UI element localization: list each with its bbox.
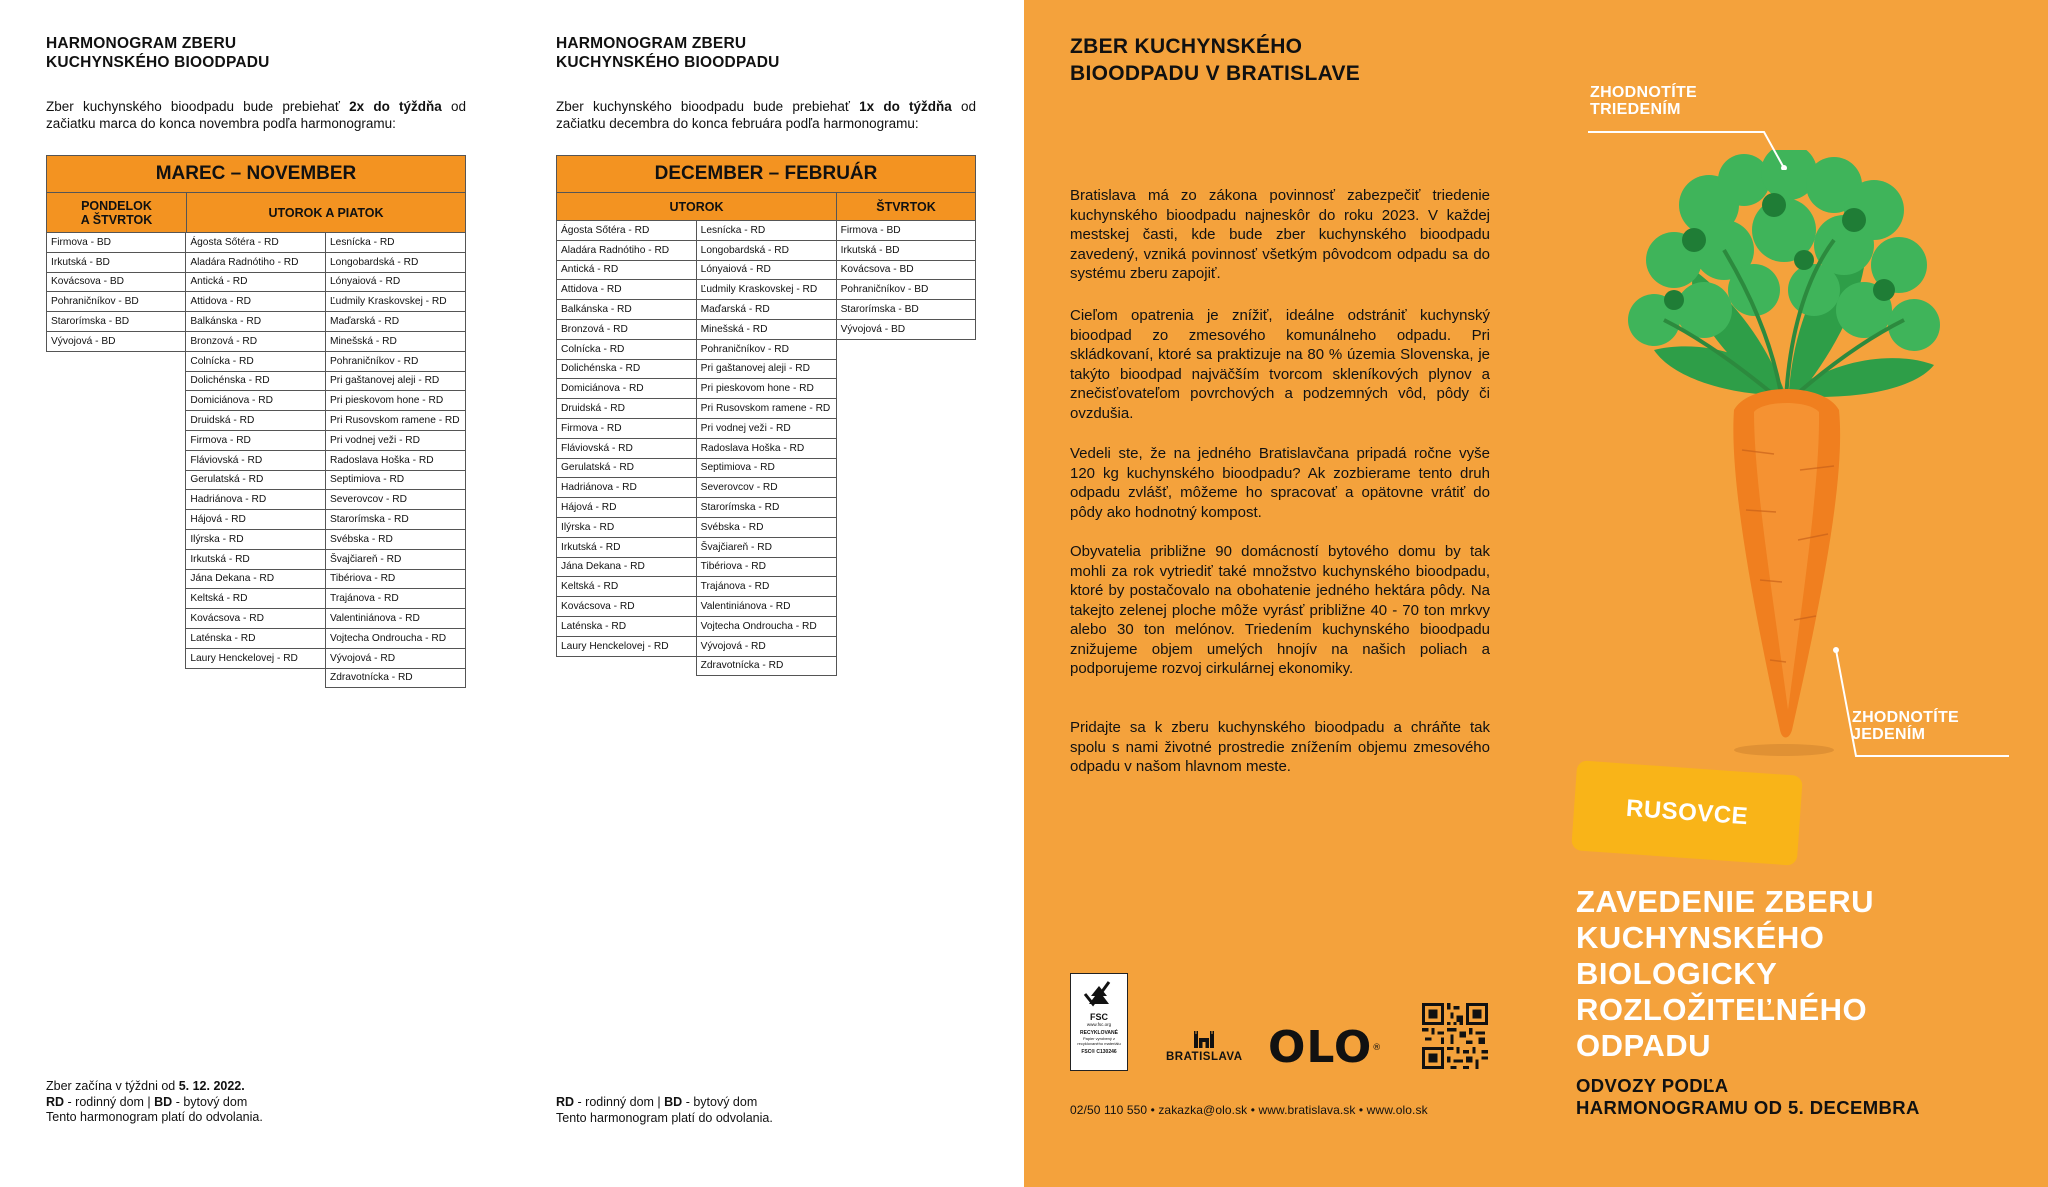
street-cell: Trajánova - RD <box>696 577 836 597</box>
table-row <box>557 399 976 419</box>
panel2-intro <box>556 98 976 132</box>
street-cell: Aladára Radnótiho - RD <box>557 240 697 260</box>
street-cell: Laténska - RD <box>557 616 697 636</box>
street-cell: Irkutská - RD <box>557 537 697 557</box>
fsc-logo <box>1070 973 1128 1071</box>
street-cell: Severovcov - RD <box>696 478 836 498</box>
validity-note: Tento harmonogram platí do odvolania. <box>556 1110 773 1125</box>
empty-cell <box>186 668 326 688</box>
street-cell: Laténska - RD <box>186 628 326 648</box>
table-row <box>557 597 976 617</box>
district-name: RUSOVCE <box>1625 794 1749 831</box>
street-cell: Starorímska - BD <box>47 312 186 332</box>
panel2-footer <box>556 1095 773 1126</box>
schedule-panel-march-november <box>0 0 510 1187</box>
empty-cell <box>47 609 186 629</box>
street-cell: Vývojová - RD <box>696 636 836 656</box>
empty-cell <box>836 636 975 656</box>
table-row <box>47 510 466 530</box>
street-cell: Hájová - RD <box>557 498 697 518</box>
street-cell: Colnícka - RD <box>557 339 697 359</box>
table-row <box>47 391 466 411</box>
table-row <box>557 577 976 597</box>
empty-cell <box>836 478 975 498</box>
table-row <box>47 569 466 589</box>
street-cell: Starorímska - RD <box>326 510 466 530</box>
street-cell: Pri vodnej veži - RD <box>326 430 466 450</box>
olo-registered: ® <box>1372 1043 1383 1053</box>
street-cell: Švajčiareň - RD <box>326 549 466 569</box>
table-row <box>47 648 466 668</box>
col-header-tuesday: UTOROK <box>556 192 837 221</box>
info-panel-orange <box>1024 0 2048 1187</box>
street-cell: Severovcov - RD <box>326 490 466 510</box>
street-cell: Minešská - RD <box>696 319 836 339</box>
street-cell: Laury Henckelovej - RD <box>186 648 326 668</box>
street-cell: Tibériova - RD <box>696 557 836 577</box>
street-cell: Domiciánova - RD <box>186 391 326 411</box>
district-tag <box>1571 760 1803 866</box>
street-cell: Valentiniánova - RD <box>696 597 836 617</box>
table-row <box>557 537 976 557</box>
paragraph-join: Pridajte sa k zberu kuchynského bioodpadu a chráňte tak spolu s nami životné prostredie znížením objemu zmesového odpadu v našom hlavnom meste. <box>1070 719 1490 775</box>
legend-bd: BD <box>154 1094 173 1109</box>
schedule-table-march-november <box>46 232 466 688</box>
street-cell: Pohraničníkov - RD <box>326 351 466 371</box>
legend-bd: BD <box>664 1095 683 1109</box>
legend-rd-text: - rodinný dom | <box>64 1094 155 1109</box>
street-cell: Valentiniánova - RD <box>326 609 466 629</box>
empty-cell <box>836 458 975 478</box>
table-row <box>47 272 466 292</box>
empty-cell <box>836 498 975 518</box>
legend-rd: RD <box>556 1095 575 1109</box>
street-cell: Jána Dekana - RD <box>186 569 326 589</box>
street-cell: Firmova - BD <box>47 233 186 253</box>
empty-cell <box>836 438 975 458</box>
empty-cell <box>47 351 186 371</box>
start-notice <box>46 1079 263 1095</box>
street-cell: Vývojová - BD <box>836 319 975 339</box>
table-row <box>557 379 976 399</box>
street-cell: Dolichénska - RD <box>557 359 697 379</box>
qr-code-icon <box>1422 1003 1488 1069</box>
street-cell: Lesnícka - RD <box>326 233 466 253</box>
street-cell: Fláviovská - RD <box>186 450 326 470</box>
street-cell: Antická - RD <box>557 260 697 280</box>
sub-headline: ODVOZY PODĽA HARMONOGRAMU OD 5. DECEMBRA <box>1576 1075 1920 1118</box>
empty-cell <box>47 529 186 549</box>
street-cell: Bronzová - RD <box>186 331 326 351</box>
empty-cell <box>47 371 186 391</box>
street-cell: Firmova - BD <box>836 221 975 241</box>
empty-cell <box>47 490 186 510</box>
street-cell: Balkánska - RD <box>186 312 326 332</box>
fsc-recycled: RECYKLOVANÉ <box>1080 1030 1118 1036</box>
empty-cell <box>47 510 186 530</box>
callout-top: ZHODNOTÍTE TRIEDENÍM <box>1590 84 1697 118</box>
table-row <box>47 292 466 312</box>
street-cell: Pohraničníkov - BD <box>836 280 975 300</box>
legend-bd-text: - bytový dom <box>682 1095 758 1109</box>
street-cell: Trajánova - RD <box>326 589 466 609</box>
street-cell: Ágosta Sőtéra - RD <box>186 233 326 253</box>
castle-icon <box>1193 1030 1215 1048</box>
street-cell: Radoslava Hoška - RD <box>696 438 836 458</box>
street-cell: Pohraničníkov - RD <box>696 339 836 359</box>
legend-bd-text: - bytový dom <box>172 1094 248 1109</box>
empty-cell <box>836 399 975 419</box>
street-cell: Laury Henckelovej - RD <box>557 636 697 656</box>
table-row <box>557 478 976 498</box>
empty-cell <box>47 668 186 688</box>
empty-cell <box>836 597 975 617</box>
table-row <box>47 609 466 629</box>
street-cell: Druidská - RD <box>557 399 697 419</box>
street-cell: Tibériova - RD <box>326 569 466 589</box>
empty-cell <box>836 339 975 359</box>
legend-line <box>46 1095 263 1111</box>
empty-cell <box>836 359 975 379</box>
panel2-heading: HARMONOGRAM ZBERU KUCHYNSKÉHO BIOODPADU <box>556 35 780 71</box>
street-cell: Gerulatská - RD <box>186 470 326 490</box>
empty-cell <box>47 628 186 648</box>
street-cell: Domiciánova - RD <box>557 379 697 399</box>
panel1-intro <box>46 98 466 132</box>
paragraph-legal-duty: Bratislava má zo zákona povinnosť zabezpečiť triedenie kuchynského bioodpadu najneskôr do roku 2023. V každej mestskej časti, kde bude zber kuchynského bioodpadu zavedený, vzniká povinnosť všetkým pôvodcom odpadu sa do systému zberu zapojiť. <box>1070 187 1490 282</box>
col-header-thursday: ŠTVRTOK <box>836 192 976 221</box>
paragraph-goal: Cieľom opatrenia je znížiť, ideálne odstrániť kuchynský bioodpad zo zmesového komunálneho odpadu. Pri skládkovaní, ktoré sa praktizuje na 80 % územia Slovenska, je takýto bioodpad najväčším tvorcom skleníkových plynov a znečisťovateľom povrchových a podzemných vôd, pôdy či ovzdušia. <box>1070 307 1490 422</box>
empty-cell <box>47 430 186 450</box>
schedule-table-december-february <box>556 220 976 676</box>
street-cell: Kovácsova - RD <box>186 609 326 629</box>
empty-cell <box>836 379 975 399</box>
empty-cell <box>47 411 186 431</box>
street-cell: Firmova - RD <box>186 430 326 450</box>
table-row <box>557 498 976 518</box>
table-row <box>557 221 976 241</box>
street-cell: Kovácsova - RD <box>557 597 697 617</box>
empty-cell <box>47 450 186 470</box>
table-row <box>47 628 466 648</box>
table-row <box>557 636 976 656</box>
table-row <box>47 529 466 549</box>
col-header-monday-thursday: PONDELOK A ŠTVRTOK <box>46 192 187 233</box>
info-title: ZBER KUCHYNSKÉHO BIOODPADU V BRATISLAVE <box>1070 35 1361 85</box>
street-cell: Zdravotnícka - RD <box>696 656 836 676</box>
table-row <box>557 418 976 438</box>
street-cell: Maďarská - RD <box>326 312 466 332</box>
street-cell: Vojtecha Ondroucha - RD <box>696 616 836 636</box>
street-cell: Ľudmily Kraskovskej - RD <box>696 280 836 300</box>
table-row <box>557 656 976 676</box>
street-cell: Bronzová - RD <box>557 319 697 339</box>
street-cell: Pohraničníkov - BD <box>47 292 186 312</box>
bratislava-logo <box>1166 1030 1243 1063</box>
empty-cell <box>47 391 186 411</box>
table-row <box>47 470 466 490</box>
table-row <box>47 549 466 569</box>
street-cell: Gerulatská - RD <box>557 458 697 478</box>
empty-cell <box>47 569 186 589</box>
street-cell: Minešská - RD <box>326 331 466 351</box>
table-row <box>47 411 466 431</box>
table-row <box>557 319 976 339</box>
street-cell: Maďarská - RD <box>696 300 836 320</box>
table-row <box>47 490 466 510</box>
paragraph-did-you-know: Vedeli ste, že na jedného Bratislavčana pripadá ročne vyše 120 kg kuchynského bioodpadu? Ak zozbierame tento druh odpadu zvlášť, môžeme ho spracovať a opätovne vrátiť do pôdy ako hodnotný kompost. <box>1070 445 1490 521</box>
street-cell: Septimiova - RD <box>696 458 836 478</box>
table-row <box>557 339 976 359</box>
intro-frequency: 1x do týždňa <box>859 99 952 114</box>
street-cell: Ágosta Sőtéra - RD <box>557 221 697 241</box>
table-title-december-february: DECEMBER – FEBRUÁR <box>556 155 976 193</box>
bratislava-wordmark: BRATISLAVA <box>1166 1051 1243 1063</box>
street-cell: Pri vodnej veži - RD <box>696 418 836 438</box>
street-cell: Ilýrska - RD <box>557 517 697 537</box>
table-row <box>47 351 466 371</box>
table-row <box>47 331 466 351</box>
olo-logo <box>1268 1022 1383 1073</box>
table-row <box>47 312 466 332</box>
street-cell: Starorímska - BD <box>836 300 975 320</box>
street-cell: Septimiova - RD <box>326 470 466 490</box>
callout-line-top-icon <box>1584 120 1884 170</box>
start-text: Zber začína v týždni od <box>46 1079 179 1093</box>
empty-cell <box>836 656 975 676</box>
table-row <box>557 260 976 280</box>
street-cell: Vývojová - RD <box>326 648 466 668</box>
panel1-footer <box>46 1079 263 1126</box>
street-cell: Hadriánova - RD <box>186 490 326 510</box>
street-cell: Lesnícka - RD <box>696 221 836 241</box>
street-cell: Irkutská - BD <box>836 240 975 260</box>
street-cell: Attidova - RD <box>186 292 326 312</box>
table-row <box>557 616 976 636</box>
street-cell: Hájová - RD <box>186 510 326 530</box>
table-row <box>47 430 466 450</box>
start-date: 5. 12. 2022. <box>178 1079 245 1093</box>
street-cell: Lónyaiová - RD <box>696 260 836 280</box>
street-cell: Pri pieskovom hone - RD <box>326 391 466 411</box>
panel1-heading: HARMONOGRAM ZBERU KUCHYNSKÉHO BIOODPADU <box>46 35 270 71</box>
street-cell: Pri pieskovom hone - RD <box>696 379 836 399</box>
street-cell: Firmova - RD <box>557 418 697 438</box>
street-cell: Attidova - RD <box>557 280 697 300</box>
empty-cell <box>836 418 975 438</box>
table-title-march-november: MAREC – NOVEMBER <box>46 155 466 193</box>
street-cell: Kovácsova - BD <box>836 260 975 280</box>
empty-cell <box>836 616 975 636</box>
table-row <box>557 240 976 260</box>
street-cell: Fláviovská - RD <box>557 438 697 458</box>
street-cell: Colnícka - RD <box>186 351 326 371</box>
street-cell: Balkánska - RD <box>557 300 697 320</box>
table-row <box>557 300 976 320</box>
intro-text-pre: Zber kuchynského bioodpadu bude prebiehať <box>556 99 860 114</box>
street-cell: Vojtecha Ondroucha - RD <box>326 628 466 648</box>
street-cell: Jána Dekana - RD <box>557 557 697 577</box>
street-cell: Svébska - RD <box>326 529 466 549</box>
street-cell: Keltská - RD <box>557 577 697 597</box>
fsc-url: www.fsc.org <box>1086 1022 1112 1027</box>
table-row <box>557 280 976 300</box>
table-row <box>47 450 466 470</box>
street-cell: Longobardská - RD <box>326 252 466 272</box>
table-row <box>47 371 466 391</box>
street-cell: Pri Rusovskom ramene - RD <box>696 399 836 419</box>
callout-bottom: ZHODNOTÍTE JEDENÍM <box>1852 709 1959 743</box>
street-cell: Pri gaštanovej aleji - RD <box>326 371 466 391</box>
intro-text-post: od začiatku decembra do konca februára podľa harmonogramu: <box>556 99 976 131</box>
street-cell: Dolichénska - RD <box>186 371 326 391</box>
street-cell: Švajčiareň - RD <box>696 537 836 557</box>
empty-cell <box>47 648 186 668</box>
street-cell: Svébska - RD <box>696 517 836 537</box>
table-row <box>47 252 466 272</box>
fsc-code: FSC® C130246 <box>1081 1049 1117 1055</box>
fsc-desc: Papier vyrobený z recyklovaného materiálu <box>1077 1036 1121 1046</box>
empty-cell <box>836 557 975 577</box>
olo-wordmark: OLO <box>1268 1022 1373 1073</box>
col-header-tuesday-friday: UTOROK A PIATOK <box>186 192 466 233</box>
validity-note: Tento harmonogram platí do odvolania. <box>46 1110 263 1124</box>
legend-rd: RD <box>46 1094 65 1109</box>
table-row <box>557 359 976 379</box>
street-cell: Kovácsova - BD <box>47 272 186 292</box>
main-headline: ZAVEDENIE ZBERU KUCHYNSKÉHO BIOLOGICKY ROZLOŽITEĽNÉHO ODPADU <box>1576 884 1875 1063</box>
empty-cell <box>47 470 186 490</box>
empty-cell <box>47 589 186 609</box>
table-row <box>557 458 976 478</box>
street-cell: Ilýrska - RD <box>186 529 326 549</box>
street-cell: Zdravotnícka - RD <box>326 668 466 688</box>
intro-frequency: 2x do týždňa <box>349 99 442 114</box>
contact-line: 02/50 110 550 • zakazka@olo.sk • www.bratislava.sk • www.olo.sk <box>1070 1103 1428 1117</box>
table-row <box>47 668 466 688</box>
street-cell: Aladára Radnótiho - RD <box>186 252 326 272</box>
empty-cell <box>836 517 975 537</box>
street-cell: Pri Rusovskom ramene - RD <box>326 411 466 431</box>
table-row <box>557 557 976 577</box>
street-cell: Irkutská - BD <box>47 252 186 272</box>
street-cell: Vývojová - BD <box>47 331 186 351</box>
street-cell: Lónyaiová - RD <box>326 272 466 292</box>
street-cell: Longobardská - RD <box>696 240 836 260</box>
street-cell: Keltská - RD <box>186 589 326 609</box>
fsc-label: FSC <box>1090 1012 1108 1022</box>
legend-line <box>556 1095 773 1111</box>
table-row <box>47 589 466 609</box>
paragraph-households: Obyvatelia približne 90 domácností bytového domu by tak mohli za rok vytriediť také množstvo kuchynského bioodpadu, ktoré by postačovalo na obohatenie jedného hektára pôdy. Na takejto zelenej ploche môže vyrásť približne 40 - 70 ton mrkvy alebo 30 ton melónov. Triedením kuchynského bioodpadu znižujeme objem umelých hnojív na našich poliach a podporujeme rozvoj cirkulárnej ekonomiky. <box>1070 543 1490 677</box>
table-row <box>557 517 976 537</box>
intro-text-post: od začiatku marca do konca novembra podľa harmonogramu: <box>46 99 466 131</box>
tree-check-icon <box>1079 978 1119 1012</box>
legend-rd-text: - rodinný dom | <box>574 1095 665 1109</box>
street-cell: Irkutská - RD <box>186 549 326 569</box>
street-cell: Pri gaštanovej aleji - RD <box>696 359 836 379</box>
intro-text-pre: Zber kuchynského bioodpadu bude prebiehať <box>46 99 350 114</box>
empty-cell <box>557 656 697 676</box>
table-row <box>47 233 466 253</box>
street-cell: Starorímska - RD <box>696 498 836 518</box>
street-cell: Antická - RD <box>186 272 326 292</box>
empty-cell <box>836 577 975 597</box>
street-cell: Hadriánova - RD <box>557 478 697 498</box>
street-cell: Druidská - RD <box>186 411 326 431</box>
street-cell: Ľudmily Kraskovskej - RD <box>326 292 466 312</box>
empty-cell <box>47 549 186 569</box>
schedule-panel-december-february <box>510 0 1024 1187</box>
empty-cell <box>836 537 975 557</box>
street-cell: Radoslava Hoška - RD <box>326 450 466 470</box>
table-row <box>557 438 976 458</box>
